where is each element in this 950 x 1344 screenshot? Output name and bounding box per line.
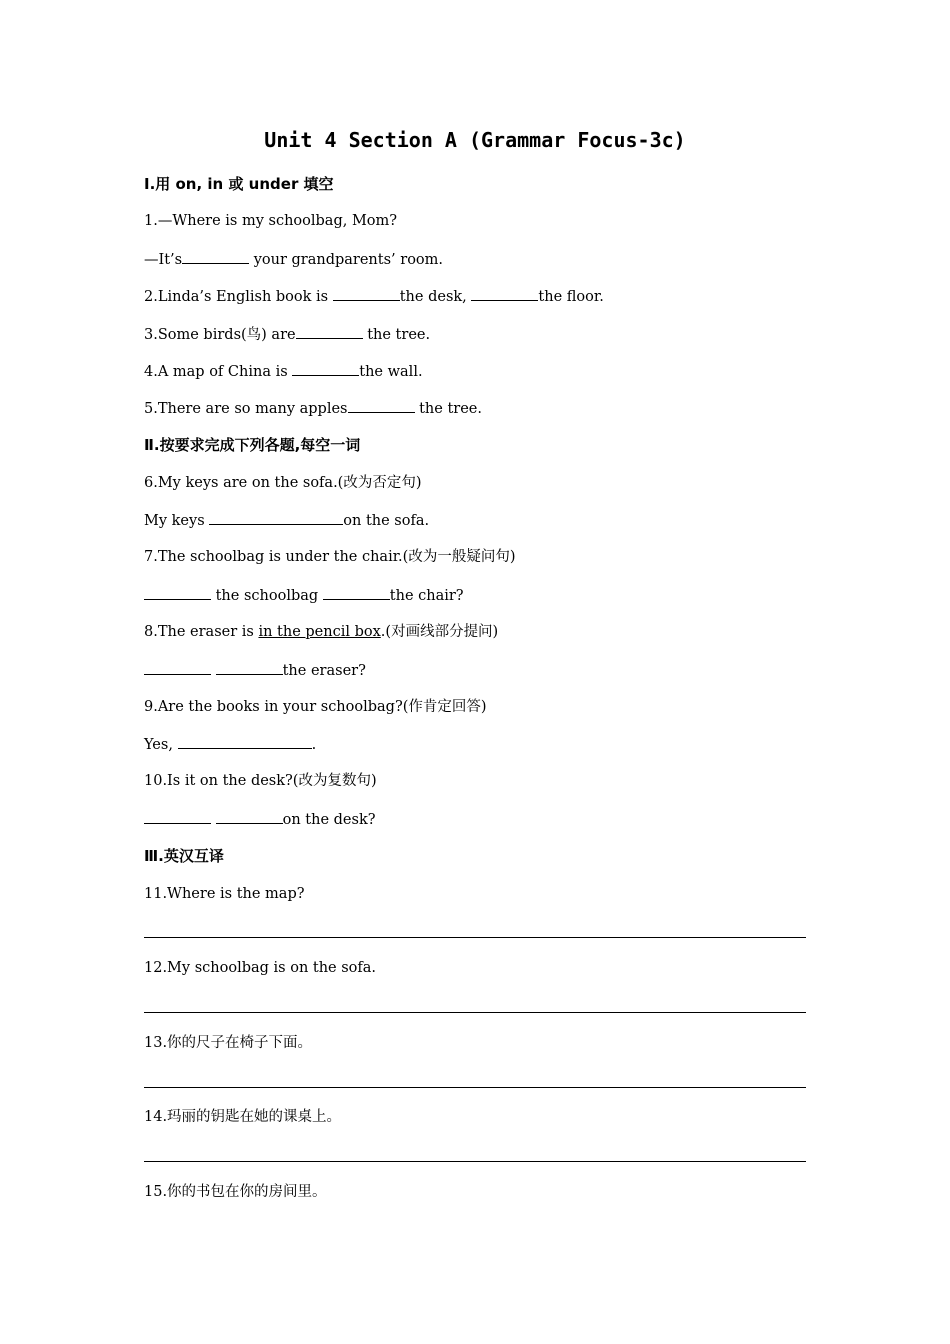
answer-line-11[interactable] — [144, 937, 806, 938]
question-8: 8.The eraser is in the pencil box.(对画线部分提问) — [144, 624, 499, 640]
question-13: 13.你的尺子在椅子下面。 — [144, 1035, 313, 1051]
answer-blank[interactable] — [323, 585, 390, 600]
question-11: 11.Where is the map? — [144, 886, 305, 902]
answer-9: Yes, . — [144, 734, 316, 755]
answer-7: the schoolbag the chair? — [144, 585, 464, 606]
answer-1: —It’s your grandparents’ room. — [144, 249, 443, 270]
answer-blank[interactable] — [296, 324, 363, 339]
question-12: 12.My schoolbag is on the sofa. — [144, 960, 377, 976]
answer-blank[interactable] — [333, 286, 400, 301]
question-7: 7.The schoolbag is under the chair.(改为一般疑问句) — [144, 549, 516, 565]
question-15: 15.你的书包在你的房间里。 — [144, 1184, 327, 1200]
page-title: Unit 4 Section A (Grammar Focus-3c) — [264, 128, 686, 152]
section-1-heading: Ⅰ.用 on, in 或 under 填空 — [144, 175, 334, 193]
answer-blank[interactable] — [292, 361, 359, 376]
question-3: 3.Some birds(鸟) are the tree. — [144, 324, 430, 345]
answer-blank[interactable] — [348, 398, 415, 413]
question-10: 10.Is it on the desk?(改为复数句) — [144, 773, 377, 789]
section-2-heading: Ⅱ.按要求完成下列各题,每空一词 — [144, 436, 361, 454]
question-6: 6.My keys are on the sofa.(改为否定句) — [144, 475, 422, 491]
answer-blank[interactable] — [209, 510, 343, 525]
question-9: 9.Are the books in your schoolbag?(作肯定回答) — [144, 699, 487, 715]
answer-blank[interactable] — [144, 809, 211, 824]
answer-blank[interactable] — [144, 585, 211, 600]
answer-blank[interactable] — [216, 809, 283, 824]
answer-10: on the desk? — [144, 809, 376, 830]
answer-blank[interactable] — [216, 660, 283, 675]
answer-6: My keys on the sofa. — [144, 510, 429, 531]
question-1: 1.—Where is my schoolbag, Mom? — [144, 213, 398, 229]
section-3-heading: Ⅲ.英汉互译 — [144, 847, 224, 865]
question-14: 14.玛丽的钥匙在她的课桌上。 — [144, 1109, 342, 1125]
answer-blank[interactable] — [182, 249, 249, 264]
answer-8: the eraser? — [144, 660, 366, 681]
answer-line-12[interactable] — [144, 1012, 806, 1013]
answer-line-14[interactable] — [144, 1161, 806, 1162]
answer-blank[interactable] — [471, 286, 538, 301]
answer-line-13[interactable] — [144, 1087, 806, 1088]
underlined-phrase: in the pencil box — [258, 624, 381, 640]
answer-blank[interactable] — [144, 660, 211, 675]
answer-blank[interactable] — [178, 734, 312, 749]
question-2: 2.Linda’s English book is the desk, the floor. — [144, 286, 604, 307]
question-5: 5.There are so many apples the tree. — [144, 398, 482, 419]
question-4: 4.A map of China is the wall. — [144, 361, 423, 382]
